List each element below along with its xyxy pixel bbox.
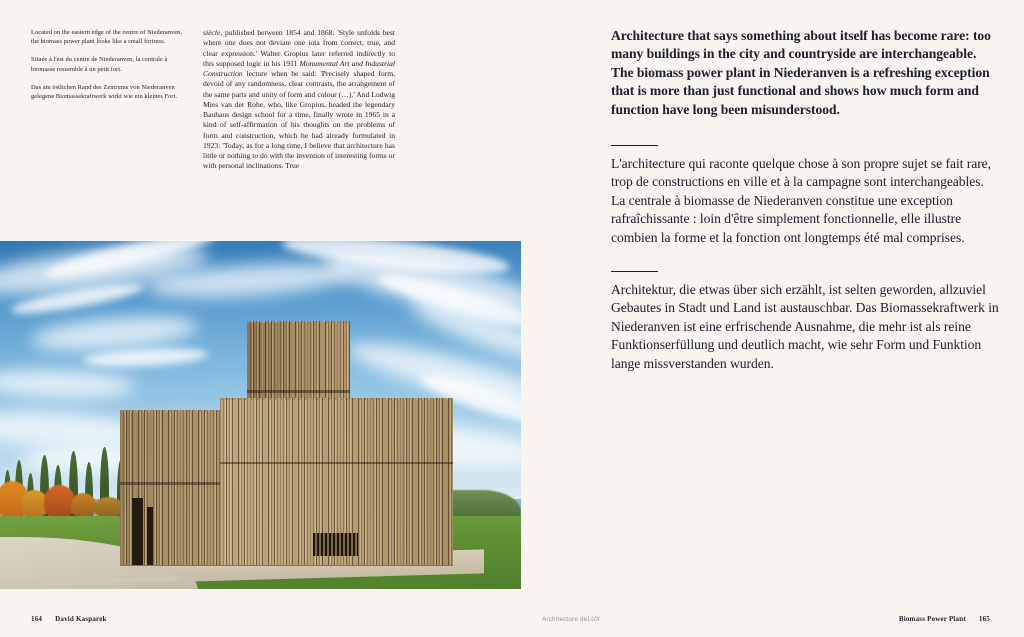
shadow-band	[247, 390, 350, 393]
body-italic-siecle: siècle	[203, 28, 221, 37]
right-page	[521, 0, 1024, 637]
right-footer-group	[899, 615, 990, 623]
ventilation-grille	[313, 533, 357, 557]
lead-paragraph-french: L'architecture qui raconte quelque chose à son propre sujet se fait rare, trop de constructions en ville et à la campagne sont interchangeables. La centrale à biomasse de Niederanven constitue une exception rafraîchissante : loin d'être simplement fonctionnelle, elle illustre combien la forme et la fonction ont longtemps été mal comprises.	[611, 156, 992, 245]
body-text-run-2: lecture when he said: 'Precisely shaped form, devoid of any randomness, clear contrasts, the arrangement of the same parts and unity of form and colour (…).' And Ludwig Mies van der Rohe, who, like Gropius, headed the legendary Bauhaus design school for a time, finally wrote in 1965 in a kind of self-affirmation of his thoughts on the problems of form and construction, which he had already formulated in 1923: 'Today, as for a long time, I believe that architecture has little or nothing to do with the invention of interesting forms or with personal inclinations. True	[203, 69, 395, 171]
autumn-tree	[94, 497, 123, 518]
body-text-column	[203, 28, 395, 172]
folio-left: 164	[31, 615, 43, 623]
caption-german: Das am östlichen Rand des Zentrums von Niederanven gelegene Biomassekraftwerk wirkt wie ein kleines Fort.	[31, 83, 178, 101]
photograph	[0, 241, 521, 589]
body-paragraph	[203, 28, 395, 172]
lead-text-block	[611, 27, 1000, 373]
caption-english: Located on the eastern edge of the centre of Niederanven, the biomass power plant looks like a small fortress.	[31, 29, 183, 46]
entrance-opening	[147, 507, 153, 566]
photo-caption-column	[31, 28, 203, 172]
stave-tops	[247, 321, 350, 323]
lead-paragraph-german: Architektur, die etwas über sich erzählt, ist selten geworden, allzuviel Gebautes in Stadt und Land ist austauschbar. Das Biomassekraftwerk in Niederanven ist eine erfrischende Ausnahme, die mehr ist als reine Funktionserfüllung und deutlich macht, wie sehr Form und Funktion lange missverstanden wurden.	[611, 282, 999, 371]
running-head-chapter: Biomass Power Plant	[898, 615, 966, 623]
stave-tops	[220, 398, 453, 400]
book-title-plain: Architecture de	[542, 616, 588, 623]
language-divider-rule	[611, 271, 658, 272]
autumn-tree	[71, 493, 96, 517]
shadow-band	[220, 462, 453, 464]
building-main-mass	[220, 398, 453, 566]
book-title-italic: LUX	[587, 616, 601, 623]
left-text-columns	[31, 28, 490, 172]
right-page-footer	[521, 611, 1024, 623]
language-divider-rule	[611, 145, 658, 146]
left-page-footer	[31, 615, 107, 623]
photograph-scene	[0, 241, 521, 589]
lead-paragraph-english: Architecture that says something about itself has become rare: too many buildings in the city and countryside are interchangeable. The biomass power plant in Niederanven is a refreshing exception that is more than just functional and shows how much form and function have long been misunderstood.	[611, 28, 991, 117]
running-head-author: David Kasparek	[55, 615, 107, 623]
body-italic-lecture-title: Monumental Art and Industrial Construction	[203, 58, 395, 78]
building-base	[220, 565, 453, 566]
caption-french: Située à l'est du centre de Niederanven, la centrale à biomasse ressemble à un petit fort.	[31, 56, 168, 73]
book-title	[542, 616, 600, 623]
entrance-opening	[132, 498, 143, 567]
folio-right: 165	[978, 615, 990, 623]
body-text-run-1: , published between 1854 and 1868: 'Style unfolds best where one does not deviate one iota from correct, true, and clear expression.' Walter Gropius later referred indirectly to this supposed logic in his 1911	[203, 28, 395, 68]
